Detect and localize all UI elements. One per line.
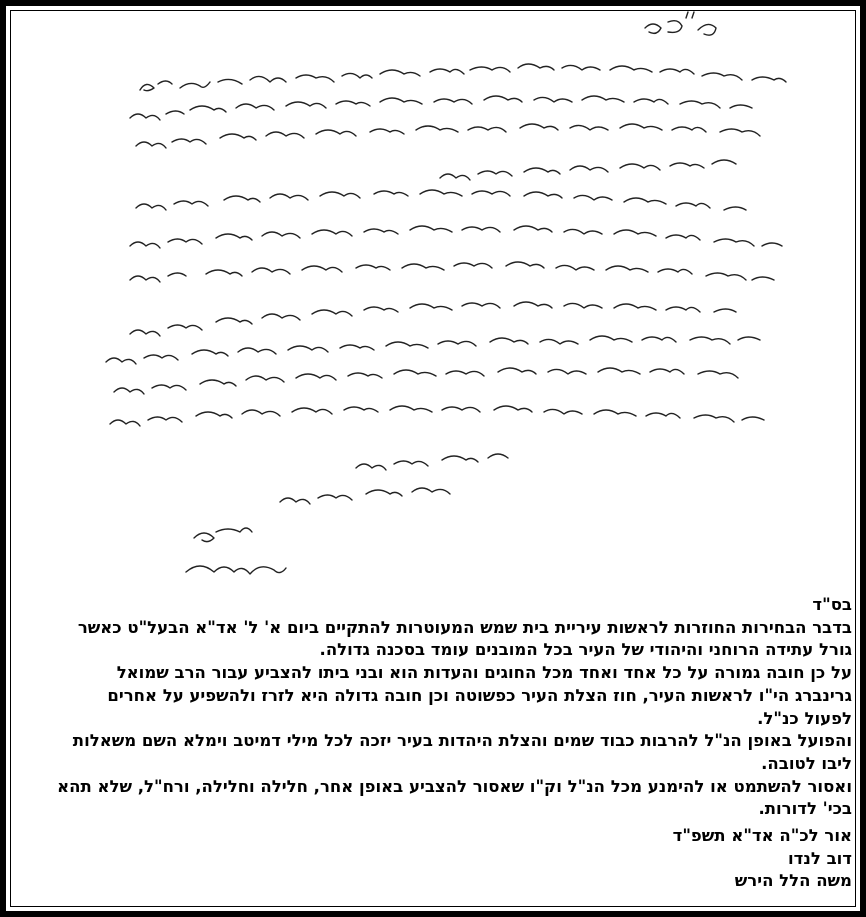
handwritten-line — [130, 302, 736, 336]
handwritten-line — [356, 454, 508, 470]
transcription-line: גורל עתידה הרוחני והיהודי של העיר בכל המובנים עומד בסכנה גדולה. — [319, 640, 852, 660]
transcription-line: לפעול כנ"ל. — [757, 708, 852, 728]
transcription-line: ליבו לטובה. — [761, 753, 852, 773]
handwritten-line — [140, 64, 786, 91]
handwritten-line — [130, 96, 752, 120]
handwritten-line — [130, 262, 774, 282]
transcription-line: בכי' לדורות. — [758, 799, 852, 819]
typed-transcription — [14, 594, 852, 893]
signature-stroke — [186, 566, 286, 574]
transcription-heading: בס"ד — [812, 595, 852, 614]
handwritten-line — [280, 488, 450, 504]
handwriting-image — [40, 10, 860, 588]
transcription-signer: משה הלל הירש — [734, 871, 852, 891]
handwritten-line — [136, 190, 746, 210]
handwritten-line — [130, 226, 782, 248]
handwritten-line — [114, 368, 738, 394]
transcription-line: גרינברג הי"ו לראשות העיר, חוז הצלת העיר כפשוטה וכן חובה גדולה היא לזרז ולהשפיע על אחרים — [107, 685, 852, 705]
handwritten-heading — [645, 12, 716, 35]
handwritten-line — [110, 406, 764, 426]
transcription-line: בדבר הבחירות החוזרות לראשות עיריית בית שמש המעוטרות להתקיים ביום א' ל' אד"א הבעל"ט כאשר — [77, 617, 852, 637]
transcription-line: על כן חובה גמורה על כל אחד ואחד מכל החוגים והעדות הוא ובני ביתו להצביע עבור הרב שמואל — [116, 663, 852, 683]
transcription-date: אור לכ"ה אד"א תשפ"ד — [672, 826, 852, 846]
transcription-signer: דוב לנדו — [788, 848, 852, 868]
handwritten-line — [136, 124, 760, 148]
handwritten-letter — [40, 10, 860, 588]
transcription-line: והפועל באופן הנ"ל להרבות כבוד שמים והצלת היהדות בעיר יזכה לכל מילי דמיטב וימלא השם משאלות — [72, 731, 852, 751]
handwritten-line — [106, 336, 760, 364]
signature-stroke — [194, 528, 252, 542]
handwritten-line — [440, 160, 736, 180]
transcription-line: ואסור להשתמט או להימנע מכל הנ"ל וק"ו שאסור להצביע באופן אחר, חלילה וחלילה, ורח"ל, שלא תהא — [57, 776, 852, 796]
